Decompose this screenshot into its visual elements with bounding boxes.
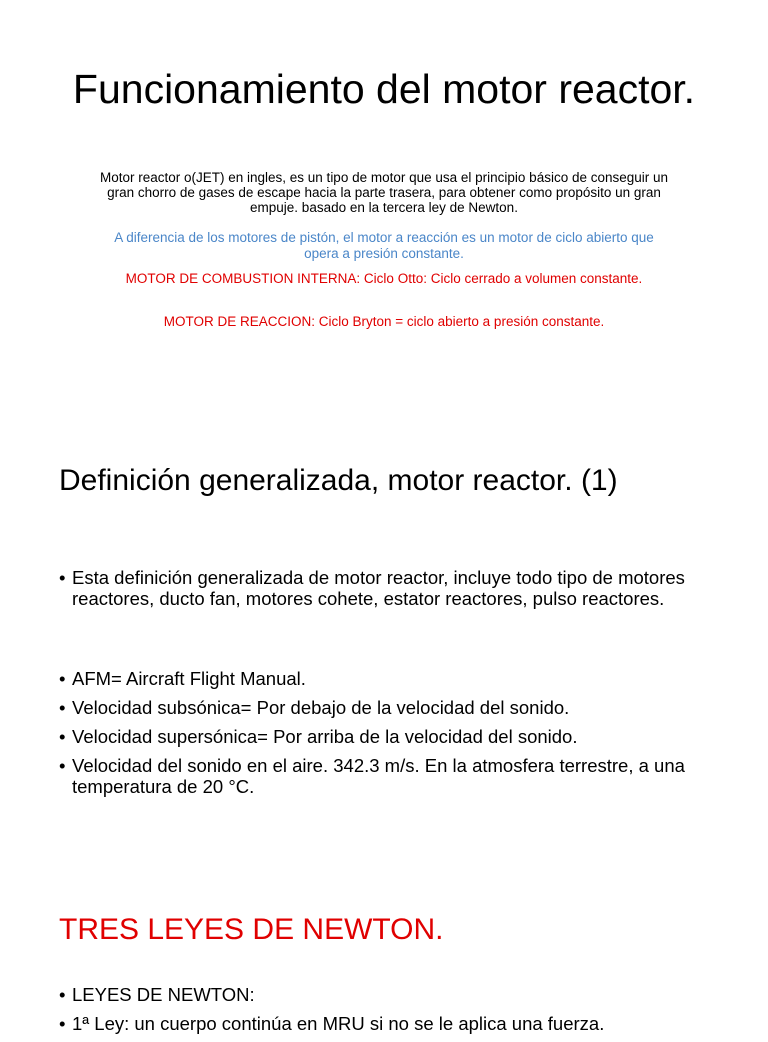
bullet-icon: • [59,755,66,776]
bullet-icon: • [59,697,66,718]
bullet-icon: • [59,726,66,747]
list-item [59,726,719,747]
intro-paragraph: Motor reactor o(JET) en ingles, es un tipo de motor que usa el principio básico de conseguir un gran chorro de gases de escape hacia la parte trasera, para obtener como propósito un gran empuje. basado en la tercera ley de Newton. [99,170,669,215]
slide-3-heading: TRES LEYES DE NEWTON. [59,913,444,946]
newton-laws-list [59,984,719,1042]
list-item [59,755,719,797]
bullet-icon: • [59,668,66,689]
list-item-text: Esta definición generalizada de motor reactor, incluye todo tipo de motores reactores, ducto fan, motores cohete, estator reactores, pulso reactores. [72,567,685,609]
slide-3 [0,860,768,1034]
list-item-text: AFM= Aircraft Flight Manual. [72,668,306,689]
list-item-text: 1ª Ley: un cuerpo continúa en MRU si no se le aplica una fuerza. [72,1013,605,1034]
slide-1 [0,0,768,400]
list-item-text: Velocidad supersónica= Por arriba de la velocidad del sonido. [72,726,578,747]
bullet-icon: • [59,567,66,588]
bullet-icon: • [59,1013,66,1034]
list-item-text: Velocidad del sonido en el aire. 342.3 m/s. En la atmosfera terrestre, a una temperatura de 20 °C. [72,755,685,797]
slide-1-title: Funcionamiento del motor reactor. [72,66,696,112]
list-item [59,984,719,1005]
red-note-reaction: MOTOR DE REACCION: Ciclo Bryton = ciclo abierto a presión constante. [163,314,605,329]
blue-note: A diferencia de los motores de pistón, el motor a reacción es un motor de ciclo abierto que opera a presión constante. [114,230,654,261]
list-item [59,567,719,609]
list-item-text: Velocidad subsónica= Por debajo de la velocidad del sonido. [72,697,570,718]
list-item-text: LEYES DE NEWTON: [72,984,255,1005]
list-item [59,668,719,689]
red-note-combustion: MOTOR DE COMBUSTION INTERNA: Ciclo Otto: Ciclo cerrado a volumen constante. [125,271,643,286]
slide-2 [0,400,768,860]
slide-2-heading: Definición generalizada, motor reactor. (1) [59,464,618,497]
definition-list [59,567,719,609]
bullet-icon: • [59,984,66,1005]
list-item [59,697,719,718]
terms-list [59,668,719,805]
